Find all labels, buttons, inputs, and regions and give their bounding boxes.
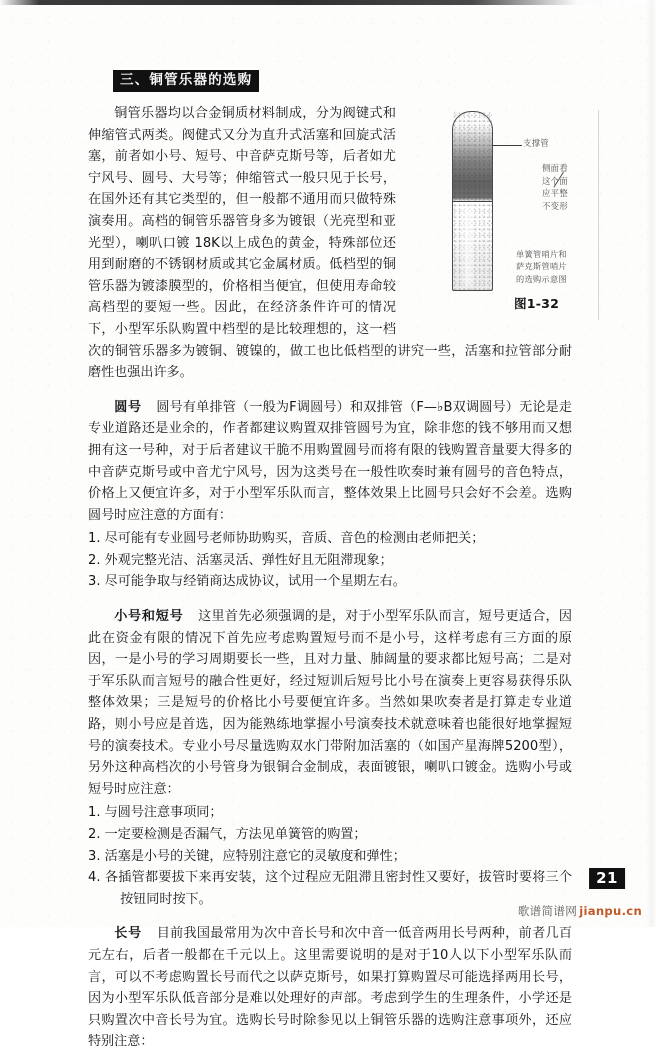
list-item: 2. 外观完整光洁、活塞灵活、弹性好且无阻滞现象； — [88, 552, 393, 568]
section-heading: 三、铜管乐器的选购 — [113, 70, 259, 92]
scan-edge-artifact-top — [0, 0, 656, 5]
paragraph-intro: 铜管乐器均以合金铜质材料制成，分为阀键式和伸缩管式两类。阀健式又分为直升式活塞和回旋式活塞，前者如小号、短号、中音萨克斯号等，后者如尤宁风号、圆号、大号等；伸缩管式一般只见于长号，在国外还有其它类型的，但一般都不通用而只做特殊演奏用。高档的铜管乐器管身多为镀银（光亮型和亚光型），喇叭口镀 18K以上成色的黄金，特殊部位还用到耐磨的不锈钢材质或其它金属材质。低档型的铜管乐器为镀漆膜型的，价格相当便宜，但使用寿命较高档型的要短一些。因此，在经济条件许可的情况下，小型军乐队购置中档型的是比较理想的，这一档次的铜管乐器多为镀铜、镀镍的，做工也比低档型的讲究一些，活塞和拉管部分耐磨性也强出许多。 — [88, 106, 572, 381]
list-item: 3. 尽可能争取与经销商达成协议，试用一个星期左右。 — [88, 574, 406, 590]
paragraph-trumpet-cornet — [88, 606, 572, 800]
figure-note-side-line: 不变形 — [542, 200, 569, 211]
paragraph-trombone-text: 目前我国最常用为次中音长号和次中音一低音两用长号两种，前者几百元左右，后者一般都在千元以上。这里需要说明的是对于10人以下小型军乐队而言，可以不考虑购置长号而代之以萨克斯号，如果打算购置尽可能选择两用长号，因为小型军乐队低音部分是难以处理好的声部。考虑到学生的生理条件，小学还是只购置次中音长号为宜。选购长号时除参见以上铜管乐器的选购注意事项外，还应特别注意： — [88, 926, 572, 1050]
page-number: 21 — [589, 868, 625, 889]
paragraph-gap — [88, 910, 572, 923]
figure-note-side-line: 应平整 — [542, 188, 569, 199]
paragraph-french-horn-text: 圆号有单排管（一般为F调圆号）和双排管（F—♭B双调圆号）无论是走专业道路还是业余的，作者都建议购置双排管圆号为宜，除非您的钱不够用而又想拥有这一号种，对于后者建议干脆不用购置圆号而将有限的钱购置音量要大得多的中音萨克斯号或中音尤宁风号，因为这类号在一般性吹奏时兼有圆号的音色特点，价格上又便宜许多，对于小型军乐队而言，整体效果上比圆号只会好不会差。选购圆号时应注意的方面有： — [88, 399, 572, 523]
figure-caption-line: 的选购示意图 — [516, 273, 567, 284]
figure-caption-line: 单簧管哨片和 — [516, 249, 567, 259]
list-item: 4. 各插管都要拔下来再安装，这个过程应无阻滞且密封性又要好，拔管时要将三个按钮同时按下。 — [88, 870, 572, 907]
paragraph-trumpet-cornet-text: 这里首先必须强调的是，对于小型军乐队而言，短号更适合，因此在资金有限的情况下首先应考虑购置短号而不是小号，这样考虑有三方面的原因，一是小号的学习周期要长一些，且对力量、肺阔量的要求都比短号高；二是对于军乐队而言短号的融合性更好，经过短训后短号比小号在演奏上更容易获得乐队整体效果；三是短号的价格比小号要便宜许多。当然如果吹奏者是打算走专业道路，则小号应是首选，因为能熟练地掌握小号演奏技术就意味着也能很好地掌握短号的演奏技术。专业小号尽量选购双水门带附加活塞的（如国产星海牌5200型），另外这种高档次的小号管身为银铜合金制成，表面镀银，喇叭口镀金。选购小号或短号时应注意： — [88, 609, 573, 797]
figure-note-side-line: 侧面看 — [542, 163, 569, 173]
lead-label-trumpet-cornet: 小号和短号 — [114, 609, 184, 625]
list-item: 1. 尽可能有专业圆号老师协助购买，音质、音色的检测由老师把关； — [88, 531, 485, 547]
scan-faint-rule — [598, 110, 599, 320]
list-item: 2. 一定要检测是否漏气，方法见单簧管的购置； — [88, 827, 367, 842]
watermark-url: jianpu.cn — [579, 904, 642, 918]
paragraph-gap — [88, 593, 572, 606]
lead-label-french-horn: 圆号 — [114, 399, 142, 415]
scan-edge-artifact-right — [646, 0, 656, 927]
body-text-column — [88, 103, 572, 1053]
site-watermark — [518, 903, 642, 919]
list-item: 1. 与圆号注意事项同； — [88, 805, 223, 821]
paragraph-gap — [88, 384, 572, 397]
list-trumpet-tips — [88, 802, 572, 910]
lead-label-trombone: 长号 — [114, 926, 142, 942]
list-item: 3. 活塞是小号的关键，应特别注意它的灵敏度和弹性； — [88, 848, 406, 864]
paragraph-trombone — [88, 923, 572, 1053]
figure-label-support-tube: 支撑管 — [523, 138, 550, 148]
watermark-site-name: 歌谱简谱网 — [517, 904, 578, 918]
figure-caption-line: 萨克斯管哨片 — [516, 261, 567, 272]
figure-number: 图1-32 — [514, 296, 560, 311]
list-french-horn-tips — [88, 528, 572, 593]
paragraph-french-horn — [88, 397, 572, 527]
figure-float-reserve — [404, 99, 572, 317]
figure-note-side-line: 这个面 — [542, 175, 569, 186]
